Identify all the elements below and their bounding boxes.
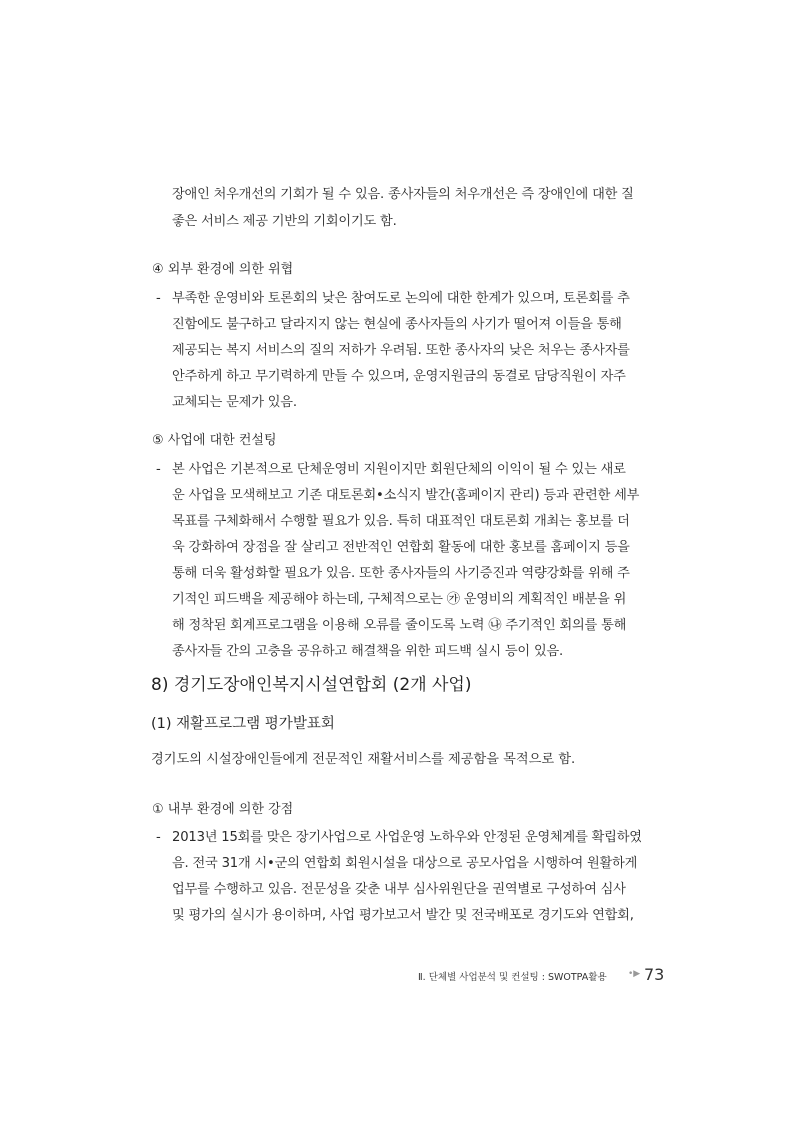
strength-dash: - [156, 830, 161, 845]
section-8-heading: 8) 경기도장애인복지시설연합회 (2개 사업) [151, 675, 472, 695]
threat-line-2: 진함에도 불구하고 달라지지 않는 현실에 종사자들의 사기가 떨어져 이들을 통해 [172, 317, 622, 332]
consulting-line-1: 본 사업은 기본적으로 단체운영비 지원이지만 회원단체의 이익이 될 수 있는 새로 [172, 462, 626, 477]
page-footer [418, 965, 665, 987]
consulting-line-4: 욱 강화하여 장점을 잘 살리고 전반적인 연합회 활동에 대한 홍보를 홈페이지 등을 [172, 540, 630, 555]
consulting-line-6: 기적인 피드백을 제공해야 하는데, 구체적으로는 ㉮ 운영비의 계획적인 배분을 위 [172, 592, 627, 607]
footer-arrow-icon: •▶ [628, 969, 641, 979]
threat-line-3: 제공되는 복지 서비스의 질의 저하가 우려됨. 또한 종사자의 낮은 처우는 종사자를 [172, 343, 630, 358]
intro-line-1: 장애인 처우개선의 기회가 될 수 있음. 종사자들의 처우개선은 즉 장애인에 대한 질 [172, 187, 634, 202]
consulting-heading: ⑤ 사업에 대한 컨설팅 [152, 433, 277, 448]
consulting-line-7: 해 정착된 회계프로그램을 이용해 오류를 줄이도록 노력 ㉯ 주기적인 회의를 통해 [172, 618, 627, 633]
consulting-line-2: 운 사업을 모색해보고 기존 대토론회•소식지 발간(홈페이지 관리) 등과 관련한 세부 [172, 488, 640, 503]
strength-line-4: 및 평가의 실시가 용이하며, 사업 평가보고서 발간 및 전국배포로 경기도와 연합회, [172, 908, 634, 923]
intro-line-2: 좋은 서비스 제공 기반의 기회이기도 함. [172, 214, 397, 229]
footer-chapter-text: Ⅱ. 단체별 사업분석 및 컨설팅 : SWOTPA활용 [418, 972, 607, 983]
subsection-1-heading: (1) 재활프로그램 평가발표회 [151, 716, 335, 732]
threat-line-4: 안주하게 하고 무기력하게 만들 수 있으며, 운영지원금의 동결로 담당직원이 자주 [172, 369, 626, 384]
consulting-line-8: 종사자들 간의 고충을 공유하고 해결책을 위한 피드백 실시 등이 있음. [172, 644, 564, 659]
consulting-dash: - [156, 462, 161, 477]
consulting-line-5: 통해 더욱 활성화할 필요가 있음. 또한 종사자들의 사기증진과 역량강화를 위해 주 [172, 566, 630, 581]
purpose-text: 경기도의 시설장애인들에게 전문적인 재활서비스를 제공함을 목적으로 함. [151, 752, 576, 767]
strength-heading: ① 내부 환경에 의한 강점 [152, 802, 294, 817]
page-number: 73 [644, 965, 665, 984]
strength-line-3: 업무를 수행하고 있음. 전문성을 갖춘 내부 심사위원단을 권역별로 구성하여 심사 [172, 882, 626, 897]
threat-line-1: 부족한 운영비와 토론회의 낮은 참여도로 논의에 대한 한계가 있으며, 토론회를 추 [172, 291, 630, 306]
threat-heading: ④ 외부 환경에 의한 위협 [152, 262, 294, 277]
threat-dash: - [156, 291, 161, 306]
consulting-line-3: 목표를 구체화해서 수행할 필요가 있음. 특히 대표적인 대토론회 개최는 홍보를 더 [172, 514, 630, 529]
strength-line-1: 2013년 15회를 맞은 장기사업으로 사업운영 노하우와 안정된 운영체계를 확립하였 [172, 830, 642, 845]
threat-line-5: 교체되는 문제가 있음. [172, 395, 297, 410]
strength-line-2: 음. 전국 31개 시•군의 연합회 회원시설을 대상으로 공모사업을 시행하여 원활하게 [172, 856, 638, 871]
